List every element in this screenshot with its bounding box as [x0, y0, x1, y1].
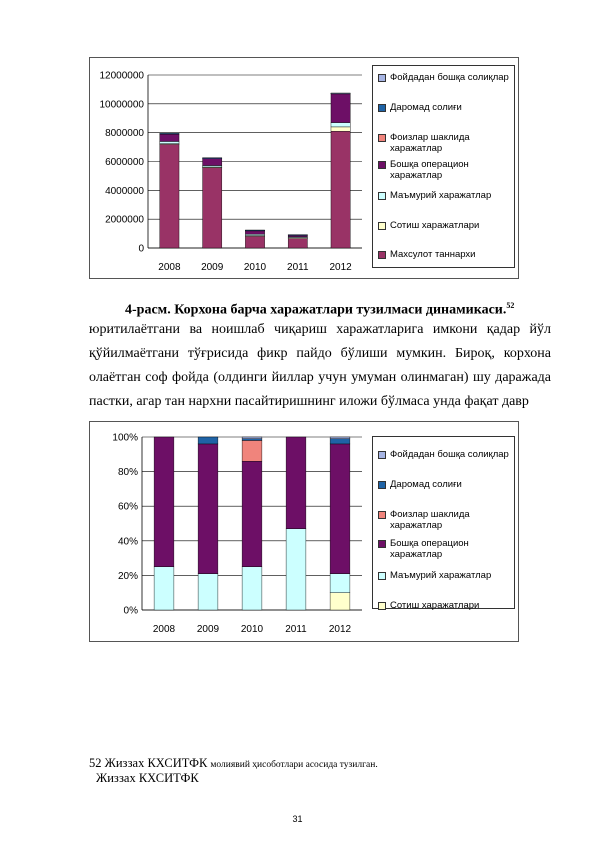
chart1-x-tick-label: 2010 — [243, 262, 267, 273]
chart1-bar-segment — [203, 167, 222, 248]
chart1-bar-segment — [160, 134, 179, 142]
chart2-bar-segment — [286, 437, 306, 529]
chart2-legend-label: Маъмурий харажатлар — [390, 570, 492, 581]
chart1-legend-label: Махсулот таннархи — [390, 249, 476, 260]
chart1-legend-swatch — [378, 104, 386, 112]
chart2-legend-swatch — [378, 602, 386, 610]
cost-structure-legend — [372, 65, 515, 268]
chart1-bar-segment — [331, 94, 350, 123]
page-number: 31 — [292, 814, 303, 824]
chart1-bar-segment — [331, 131, 350, 248]
chart1-legend-swatch — [378, 222, 386, 230]
chart1-x-tick-label: 2009 — [201, 262, 224, 273]
chart2-x-tick-label: 2008 — [152, 624, 176, 635]
chart2-legend-item — [378, 449, 516, 460]
chart2-legend-label: Бошқа операцион харажатлар — [390, 538, 469, 560]
chart1-legend-label: Сотиш харажатлари — [390, 220, 480, 231]
cost-share-chart — [89, 421, 519, 642]
chart1-bar-segment — [245, 236, 264, 248]
cost-share-legend — [372, 436, 515, 609]
chart2-bar-segment — [242, 461, 262, 567]
chart2-legend-swatch — [378, 451, 386, 459]
chart1-legend-swatch — [378, 161, 386, 169]
chart2-x-tick-label: 2010 — [240, 624, 264, 635]
chart2-legend-item — [378, 479, 516, 490]
chart2-legend-label: Даромад солиғи — [390, 479, 462, 490]
chart2-bar-segment — [242, 439, 262, 441]
figure-caption-footnote-ref: 52 — [506, 301, 515, 310]
chart2-legend-swatch — [378, 572, 386, 580]
chart1-bar-segment — [160, 141, 179, 143]
chart1-bar-segment — [203, 158, 222, 159]
footnote-note: молиявий ҳисоботлари асосида тузилган. — [210, 760, 378, 770]
chart1-legend-item — [378, 249, 516, 260]
chart1-x-tick-label: 2011 — [287, 262, 309, 273]
chart2-bar-segment — [242, 437, 262, 439]
chart1-y-tick-label: 0 — [138, 243, 144, 255]
chart2-bar-segment — [154, 567, 174, 610]
chart2-bar-segment — [242, 440, 262, 461]
chart1-bar-segment — [160, 144, 179, 248]
chart1-x-tick-label: 2012 — [329, 262, 352, 273]
chart1-legend-swatch — [378, 74, 386, 82]
footnote-source: Жиззах КХСИТФК — [96, 771, 199, 785]
footnote — [89, 756, 378, 772]
chart2-y-tick-label: 40% — [117, 536, 138, 548]
chart2-bar-segment — [286, 529, 306, 610]
chart1-y-tick-label: 8000000 — [105, 128, 144, 140]
chart2-bar-segment — [330, 593, 350, 610]
chart2-legend-swatch — [378, 481, 386, 489]
chart1-bar-segment — [331, 123, 350, 127]
chart1-legend-swatch — [378, 192, 386, 200]
chart1-y-tick-label: 2000000 — [105, 214, 144, 226]
chart2-x-tick-label: 2012 — [328, 624, 352, 635]
chart2-x-tick-label: 2009 — [196, 624, 220, 635]
chart2-y-tick-label: 100% — [112, 432, 138, 444]
chart2-bar-segment — [242, 567, 262, 610]
cost-structure-chart — [89, 57, 519, 279]
chart2-legend-swatch — [378, 511, 386, 519]
chart1-bar-segment — [203, 166, 222, 167]
body-paragraph: юритилаётгани ва ноишлаб чиқариш харажатларига имкони қадар йўл қўйилмаётгани тўғрисида фикр пайдо бўлиши мумкин. Бироқ, корхона олаётган соф фойда (олдинги йиллар учун умуман олинмаган) шу даражада пастки, агар тан нархни пасайтиришнинг иложи бўлмаса унда фақат давр — [89, 322, 551, 409]
chart1-bar-segment — [203, 158, 222, 166]
chart1-bar-segment — [245, 234, 264, 235]
chart2-bar-segment — [198, 444, 218, 574]
footnote-org: Жиззах КХСИТФК — [104, 756, 208, 770]
chart1-bar-segment — [331, 93, 350, 94]
chart2-y-tick-label: 20% — [117, 570, 138, 582]
chart1-y-tick-label: 10000000 — [99, 99, 144, 111]
figure-caption-text: 4-расм. Корхона барча харажатлари тузилмаси динамикаси. — [125, 302, 507, 318]
chart2-legend-label: Фоизлар шаклида харажатлар — [390, 509, 470, 531]
footnote-number: 52 — [89, 756, 102, 770]
chart2-y-tick-label: 80% — [117, 467, 138, 479]
chart2-x-tick-label: 2011 — [285, 624, 307, 635]
chart1-y-tick-label: 4000000 — [105, 185, 144, 197]
chart1-bar-segment — [288, 235, 307, 236]
chart2-legend-label: Сотиш харажатлари — [390, 600, 480, 611]
chart1-bar-segment — [288, 238, 307, 248]
chart2-legend-label: Фойдадан бошқа солиқлар — [390, 449, 509, 460]
chart1-bar-segment — [245, 230, 264, 231]
chart1-legend-item — [378, 220, 516, 231]
chart1-legend-item — [378, 190, 516, 201]
chart2-legend-item — [378, 538, 516, 560]
chart1-legend-item — [378, 72, 516, 83]
chart2-bar-segment — [198, 574, 218, 610]
chart1-legend-label: Фоизлар шаклида харажатлар — [390, 132, 470, 154]
chart2-y-tick-label: 0% — [123, 605, 138, 617]
chart2-bar-segment — [330, 574, 350, 593]
chart2-bar-segment — [198, 437, 218, 444]
chart1-bar-segment — [160, 133, 179, 134]
chart1-legend-item — [378, 102, 516, 113]
chart1-legend-label: Маъмурий харажатлар — [390, 190, 492, 201]
chart2-bar-segment — [154, 437, 174, 567]
chart1-legend-swatch — [378, 251, 386, 259]
chart2-bar-segment — [330, 439, 350, 444]
chart1-bar-segment — [331, 127, 350, 131]
chart1-legend-label: Бошқа операцион харажатлар — [390, 159, 469, 181]
chart2-legend-item — [378, 509, 516, 531]
chart2-y-tick-label: 60% — [117, 501, 138, 513]
chart1-legend-swatch — [378, 134, 386, 142]
chart1-y-tick-label: 6000000 — [105, 157, 144, 168]
chart2-bar-segment — [330, 437, 350, 439]
chart1-legend-item — [378, 132, 516, 154]
chart1-legend-label: Даромад солиғи — [390, 102, 462, 113]
chart1-legend-item — [378, 159, 516, 181]
chart1-x-tick-label: 2008 — [158, 262, 181, 273]
chart2-legend-item — [378, 570, 516, 581]
chart1-legend-label: Фойдадан бошқа солиқлар — [390, 72, 509, 83]
chart2-legend-swatch — [378, 540, 386, 548]
chart2-bar-segment — [330, 444, 350, 574]
chart1-y-tick-label: 12000000 — [99, 70, 144, 82]
chart2-legend-item — [378, 600, 516, 611]
